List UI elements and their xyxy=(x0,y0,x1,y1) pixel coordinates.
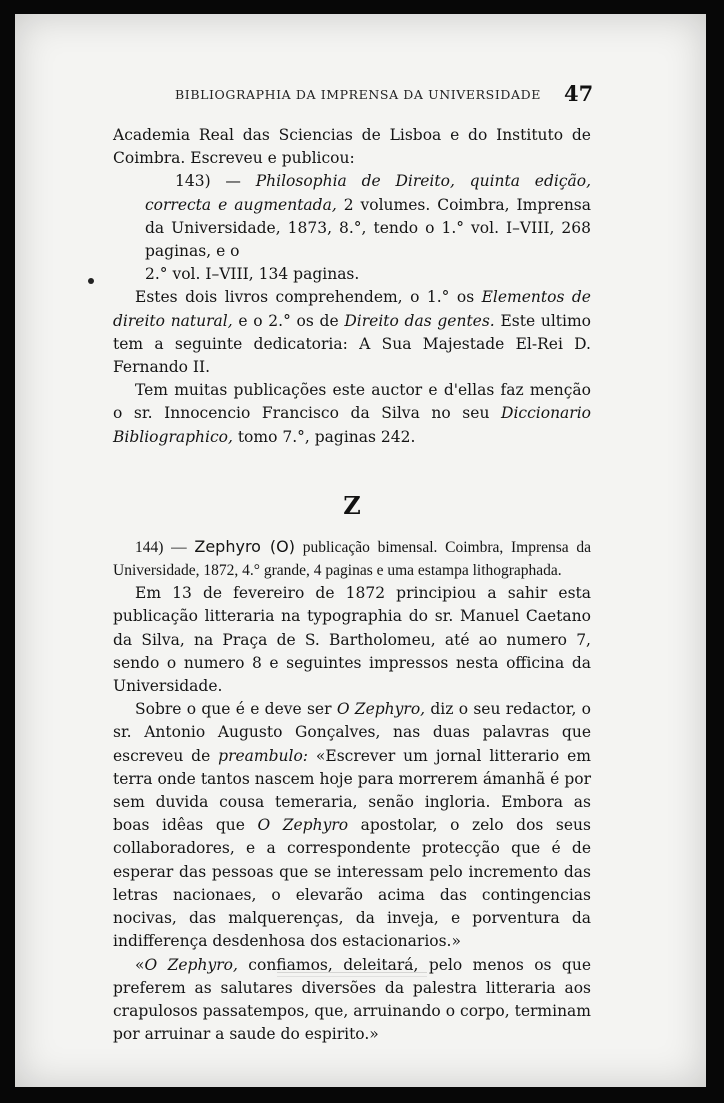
paragraph-4-italic-d: preambulo: xyxy=(218,746,309,765)
paragraph-4-italic-f: O Zephyro xyxy=(257,816,349,835)
book-page xyxy=(15,14,706,1087)
paragraph-5-text-c: confiamos, deleitará, pelo menos os que preferem as salutares diversões da palestra litteraria aos crapulosos passatempos, que, arruinando o corpo, terminam por arruinar a saude do espirito.» xyxy=(113,955,591,1044)
entry-143-number: 143) — xyxy=(175,172,241,191)
paragraph-2-text-c: tomo 7.°, paginas 242. xyxy=(232,427,416,446)
paragraph-5-text-a: « xyxy=(135,955,145,974)
paragraph-4-text-e: «Escrever um jornal litterario em terra onde tantos nascem hoje para morrerem ámanhã é por sem duvida cousa temeraria, senão ingloria. Embora as boas idêas que xyxy=(113,746,591,835)
entry-144 xyxy=(113,535,591,582)
paragraph-1-text-e: Este ultimo tem a seguinte dedicatoria: A Sua Majestade El-Rei D. Fernando II. xyxy=(113,311,591,377)
paragraph-4-text-c: diz o seu redactor, o sr. Antonio Augusto Gonçalves, nas duas palavras que escreveu de xyxy=(113,700,591,765)
paragraph-5-italic-b: O Zephyro, xyxy=(144,955,238,974)
entry-143-volume2: 2.° vol. I–VIII, 134 paginas. xyxy=(145,265,360,284)
paragraph-4-text-a: Sobre o que é e deve ser xyxy=(135,700,337,719)
entry-144-title: Zephyro (O) xyxy=(194,536,295,556)
ink-dot xyxy=(88,278,94,284)
running-title: BIBLIOGRAPHIA DA IMPRENSA DA UNIVERSIDADE xyxy=(175,87,541,102)
bleed-through-rule xyxy=(277,972,427,977)
paragraph-5 xyxy=(113,954,591,1047)
entry-143 xyxy=(113,170,591,263)
intro-paragraph: Academia Real das Sciencias de Lisboa e do Instituto de Coimbra. Escreveu e publicou: xyxy=(113,126,591,168)
paragraph-4-text-g: apostolar, o zelo dos seus collaboradores, e a correspondente protecção que é de esperar das pessoas que se interessam pelo incremento das letras nacionaes, o elevarão acima das contingencias nocivas, das malquerenças, da inveja, e porventura da indifferença desdenhosa dos estacionarios.» xyxy=(113,816,591,951)
page-number: 47 xyxy=(564,81,594,106)
paragraph-4 xyxy=(113,698,591,953)
paragraph-3: Em 13 de fevereiro de 1872 principiou a sahir esta publicação litteraria na typographia do sr. Manuel Caetano da Silva, na Praça de S. Bartholomeu, até ao numero 7, sendo o numero 8 e seguintes impressos nesta officina da Universidade. xyxy=(113,584,591,696)
paragraph-2-italic-b: Diccionario Bibliographico, xyxy=(113,404,591,446)
entry-144-number: 144) — xyxy=(135,538,187,556)
paragraph-4-italic-b: O Zephyro, xyxy=(336,700,426,719)
entry-143-title: Philosophia de Direito, quinta edição, correcta e augmentada, xyxy=(145,172,592,214)
entry-143-rest: 2 volumes. Coimbra, Imprensa da Universidade, 1873, 8.°, tendo o 1.° vol. I–VIII, 268 paginas, e o xyxy=(145,195,591,261)
paragraph-2 xyxy=(113,379,591,449)
paragraph-1-text-a: Estes dois livros comprehendem, o 1.° os xyxy=(135,288,482,307)
paragraph-1 xyxy=(113,286,591,379)
paragraph-1-italic-d: Direito das gentes. xyxy=(344,311,495,330)
paragraph-2-text-a: Tem muitas publicações este auctor e d'ellas faz menção o sr. Innocencio Francisco da Silva no seu xyxy=(113,381,591,423)
paragraph-1-text-c: e o 2.° os de xyxy=(232,311,345,330)
paragraph-1-italic-b: Elementos de direito natural, xyxy=(113,288,591,330)
section-letter: Z xyxy=(343,490,361,520)
entry-144-rest: publicação bimensal. Coimbra, Imprensa da Universidade, 1872, 4.° grande, 4 paginas e uma estampa lithographada. xyxy=(113,538,592,580)
page-body xyxy=(113,124,591,1046)
